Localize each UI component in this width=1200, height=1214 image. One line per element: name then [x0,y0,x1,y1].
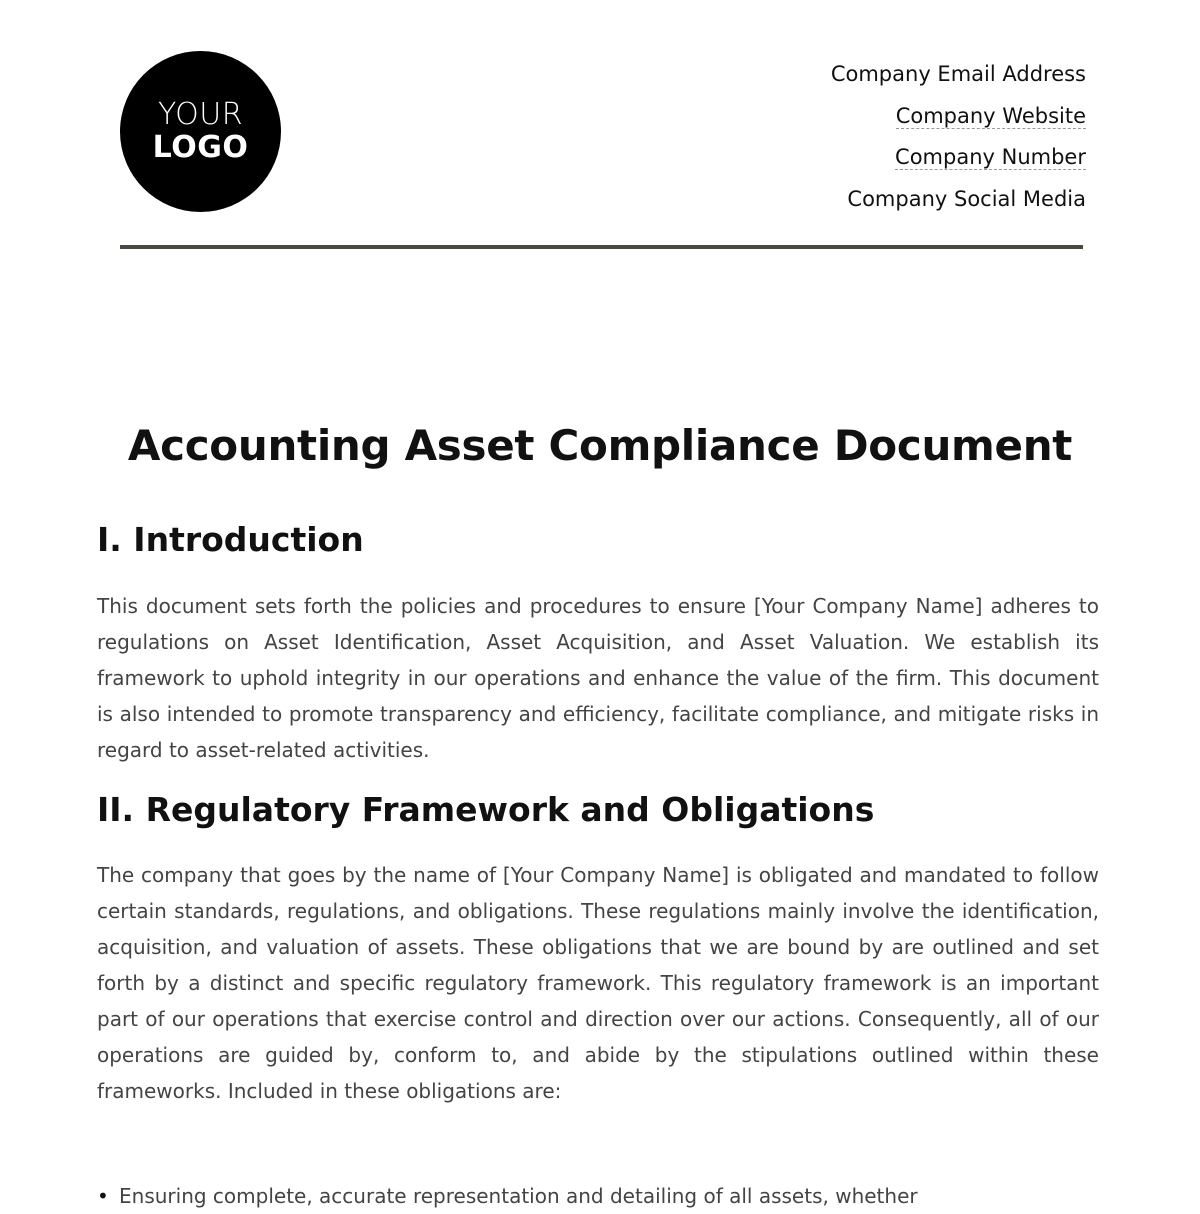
section-body-regulatory: The company that goes by the name of [Your Company Name] is obligated and mandated to follow certain standards, regulations, and obligations. These regulations mainly involve the identification, acquisition, and valuation of assets. These obligations that we are bound by are outlined and set forth by a distinct and specific regulatory framework. This regulatory framework is an important part of our operations that exercise control and direction over our actions. Consequently, all of our operations are guided by, conform to, and abide by the stipulations outlined within these frameworks. Included in these obligations are: [97,863,1099,1103]
contact-number[interactable]: Company Number [895,145,1086,169]
company-logo [120,51,281,212]
logo-line-2: LOGO [152,130,249,165]
contact-email: Company Email Address [830,62,1086,86]
contact-block [831,54,1086,220]
bullet-icon: • [97,1184,109,1208]
contact-social: Company Social Media [847,186,1086,211]
bullet-text: Ensuring complete, accurate representation and detailing of all assets, whether [119,1184,918,1208]
section-body-introduction: This document sets forth the policies and procedures to ensure [Your Company Name] adheres to regulations on Asset Identification, Asset Acquisition, and Asset Valuation. We establish its framework to uphold integrity in our operations and enhance the value of the firm. This document is also intended to promote transparency and efficiency, facilitate compliance, and mitigate risks in regard to asset-related activities. [97,594,1099,762]
section-heading-regulatory: II. Regulatory Framework and Obligations [97,790,875,829]
contact-website[interactable]: Company Website [895,103,1086,128]
logo-line-1: YOUR [157,97,244,132]
document-title: Accounting Asset Compliance Document [127,421,1073,470]
header-divider [120,245,1083,249]
list-item [97,1178,1099,1214]
section-heading-introduction: I. Introduction [97,520,364,559]
